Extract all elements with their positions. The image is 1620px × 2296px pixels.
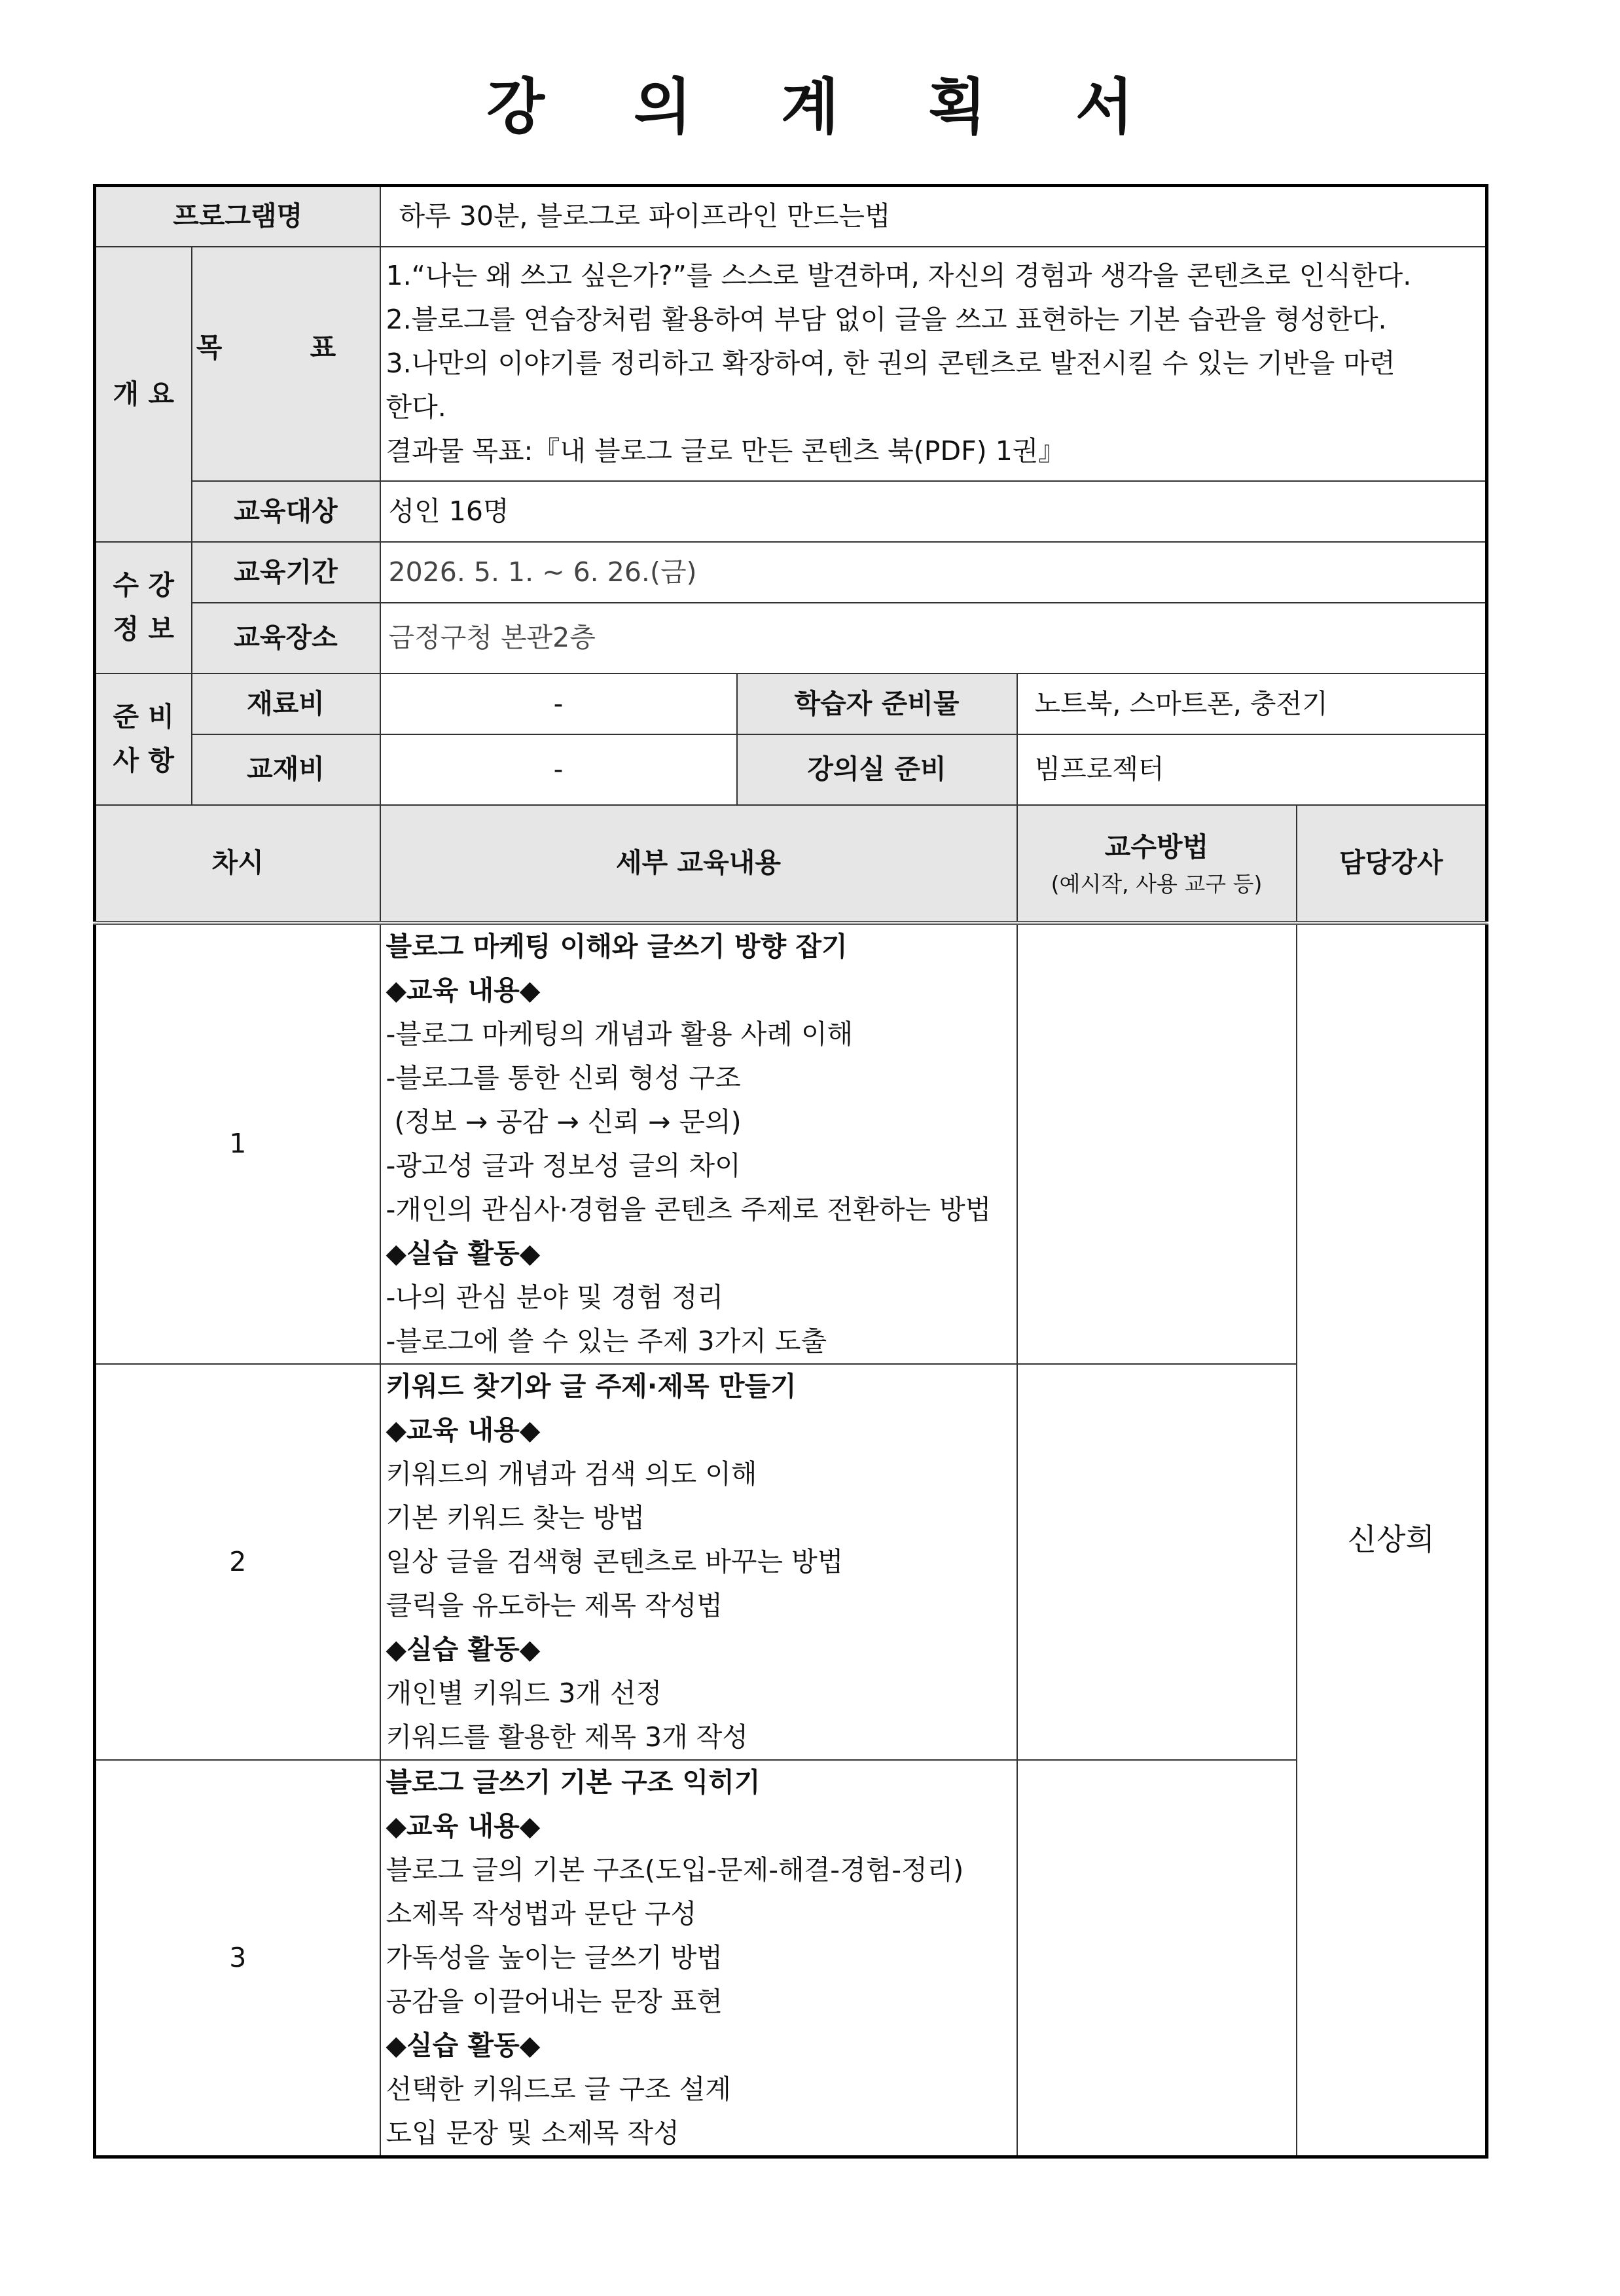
section-heading: ◆교육 내용◆ [386,1810,541,1842]
method-cell [1017,1364,1297,1760]
target-row [95,481,1487,542]
instructor-name: 신상희 [1297,923,1487,2157]
content-line: 도입 문장 및 소제목 작성 [386,2117,679,2149]
content-line: (정보 → 공감 → 신뢰 → 문의) [386,1105,742,1138]
schedule-header-row [95,805,1487,923]
classroom-prep-label: 강의실 준비 [737,734,1017,805]
method-note: (예시작, 사용 교구 등) [1051,870,1263,897]
learner-prep-value: 노트북, 스마트폰, 충전기 [1017,673,1487,734]
content-line: 소제목 작성법과 문단 구성 [386,1897,697,1929]
prep-row-2 [95,734,1487,805]
session-number: 1 [95,923,380,1364]
session-title: 블로그 글쓰기 기본 구조 익히기 [386,1766,761,1798]
goal-line: 2.블로그를 연습장처럼 활용하여 부담 없이 글을 쓰고 표현하는 기본 습관을 형성한다. [386,304,1387,335]
content-line: 클릭을 유도하는 제목 작성법 [386,1589,723,1621]
material-fee-label: 재료비 [192,673,380,734]
period-label: 교육기간 [192,542,380,603]
content-line: -나의 관심 분야 및 경험 정리 [386,1281,724,1313]
session-content [380,1364,1017,1760]
program-value: 하루 30분, 블로그로 파이프라인 만드는법 [380,186,1487,247]
session-content [380,923,1017,1364]
goal-line: 한다. [386,391,446,423]
goal-label: 목 표 [192,247,380,481]
content-line: 일상 글을 검색형 콘텐츠로 바꾸는 방법 [386,1545,844,1577]
content-line: 키워드를 활용한 제목 3개 작성 [386,1721,748,1753]
content-header: 세부 교육내용 [380,805,1017,923]
section-heading: ◆교육 내용◆ [386,1414,541,1446]
content-line: 블로그 글의 기본 구조(도입-문제-해결-경험-정리) [386,1854,964,1886]
course-info-label: 수 강 정 보 [95,542,192,673]
content-line: 개인별 키워드 3개 선정 [386,1677,662,1709]
prep-label: 준 비 사 항 [95,673,192,805]
method-cell [1017,1760,1297,2157]
place-row [95,603,1487,673]
session-header: 차시 [95,805,380,923]
content-line: -블로그를 통한 신뢰 형성 구조 [386,1062,741,1094]
session-row-1 [95,923,1487,1364]
session-title: 키워드 찾기와 글 주제·제목 만들기 [386,1370,797,1402]
target-value: 성인 16명 [380,481,1487,542]
document-title: 강 의 계 획 서 [486,72,1168,142]
classroom-prep-value: 빔프로젝터 [1017,734,1487,805]
textbook-fee-value: - [380,734,737,805]
method-cell [1017,923,1297,1364]
session-number: 2 [95,1364,380,1760]
content-line: -블로그 마케팅의 개념과 활용 사례 이해 [386,1018,854,1050]
target-label: 교육대상 [192,481,380,542]
goal-result: 결과물 목표:『내 블로그 글로 만든 콘텐츠 북(PDF) 1권』 [386,435,1066,467]
section-heading: ◆실습 활동◆ [386,2029,541,2061]
material-fee-value: - [380,673,737,734]
program-row [95,186,1487,247]
goal-line: 1.“나는 왜 쓰고 싶은가?”를 스스로 발견하며, 자신의 경험과 생각을 콘텐츠로 인식한다. [386,260,1412,291]
lecture-plan-table [93,184,1488,2159]
period-row [95,542,1487,603]
session-number: 3 [95,1760,380,2157]
session-row-3 [95,1760,1487,2157]
prep-row-1 [95,673,1487,734]
section-heading: ◆실습 활동◆ [386,1633,541,1665]
place-value: 금정구청 본관2층 [380,603,1487,673]
content-line: -블로그에 쓸 수 있는 주제 3가지 도출 [386,1325,827,1357]
section-heading: ◆실습 활동◆ [386,1237,541,1269]
overview-label: 개 요 [95,247,192,542]
period-value: 2026. 5. 1. ~ 6. 26.(금) [380,542,1487,603]
method-header: 교수방법 (예시작, 사용 교구 등) [1017,805,1297,923]
goal-row [95,247,1487,481]
content-line: 키워드의 개념과 검색 의도 이해 [386,1458,757,1490]
program-label: 프로그램명 [95,186,380,247]
content-line: 공감을 이끌어내는 문장 표현 [386,1985,723,2017]
content-line: 기본 키워드 찾는 방법 [386,1501,645,1534]
instructor-header: 담당강사 [1297,805,1487,923]
place-label: 교육장소 [192,603,380,673]
textbook-fee-label: 교재비 [192,734,380,805]
session-title: 블로그 마케팅 이해와 글쓰기 방향 잡기 [386,930,848,962]
goal-content [380,247,1487,481]
content-line: 선택한 키워드로 글 구조 설계 [386,2073,731,2105]
content-line: -개인의 관심사·경험을 콘텐츠 주제로 전환하는 방법 [386,1193,992,1225]
goal-line: 3.나만의 이야기를 정리하고 확장하여, 한 권의 콘텐츠로 발전시킬 수 있는 기반을 마련 [386,348,1395,379]
session-content [380,1760,1017,2157]
learner-prep-label: 학습자 준비물 [737,673,1017,734]
section-heading: ◆교육 내용◆ [386,974,541,1006]
content-line: -광고성 글과 정보성 글의 차이 [386,1149,741,1181]
session-row-2 [95,1364,1487,1760]
content-line: 가독성을 높이는 글쓰기 방법 [386,1941,723,1973]
